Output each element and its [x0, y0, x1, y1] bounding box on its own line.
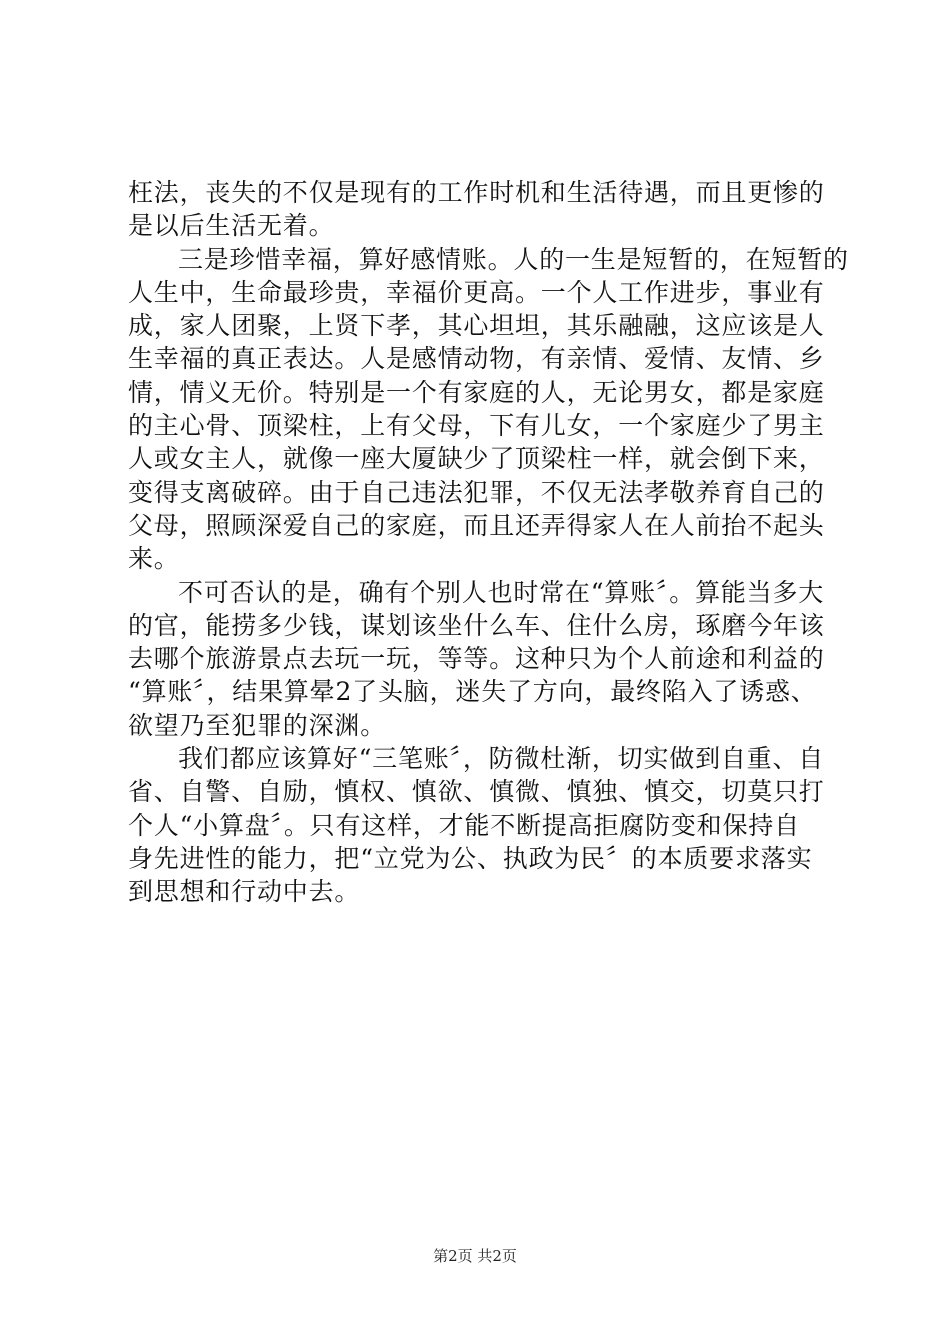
text-line: 欲望乃至犯罪的深渊。	[128, 710, 387, 740]
text-line: 人生中，生命最珍贵，幸福价更高。一个人工作进步，事业有	[128, 277, 825, 307]
text-line: 到思想和行动中去。	[128, 877, 361, 907]
text-line: 父母，照顾深爱自己的家庭，而且还弄得家人在人前抬不起头	[128, 510, 825, 540]
text-line: 个人“小算盘〞。只有这样，才能不断提高拒腐防变和保持自	[128, 810, 800, 840]
paragraph-first-line: 我们都应该算好“三笔账〞，防微杜渐，切实做到自重、自	[178, 744, 825, 774]
text-line: 枉法，丧失的不仅是现有的工作时机和生活待遇，而且更惨的	[128, 178, 825, 207]
text-line: 的官，能捞多少钱，谋划该坐什么车、住什么房，琢磨今年该	[128, 610, 825, 640]
page-footer: 第2页 共2页	[433, 1247, 517, 1265]
paragraph-first-line: 不可否认的是，确有个别人也时常在“算账〞。算能当多大	[178, 577, 825, 607]
text-line: 情，情义无价。特别是一个有家庭的人，无论男女，都是家庭	[128, 377, 825, 407]
body-text	[128, 176, 849, 909]
text-line: 人或女主人，就像一座大厦缺少了顶梁柱一样，就会倒下来，	[128, 444, 825, 474]
text-line: 生幸福的真正表达。人是感情动物，有亲情、爱情、友情、乡	[128, 344, 825, 374]
text-line: 成，家人团聚，上贤下孝，其心坦坦，其乐融融，这应该是人	[128, 311, 825, 341]
text-line: 是以后生活无着。	[128, 211, 335, 241]
paragraph-first-line: 三是珍惜幸福，算好感情账。人的一生是短暂的，在短暂的	[178, 244, 849, 274]
text-line: “算账〞，结果算晕2了头脑，迷失了方向，最终陷入了诱惑、	[128, 677, 817, 707]
text-line: 省、自警、自励，慎权、慎欲、慎微、慎独、慎交，切莫只打	[128, 777, 825, 807]
text-line: 来。	[128, 544, 180, 574]
text-line: 变得支离破碎。由于自己违法犯罪，不仅无法孝敬养育自己的	[128, 477, 825, 507]
text-line: 的主心骨、顶梁柱，上有父母，下有儿女，一个家庭少了男主	[128, 411, 825, 441]
text-line: 去哪个旅游景点去玩一玩，等等。这种只为个人前途和利益的	[128, 644, 825, 674]
text-line: 身先进性的能力，把“立党为公、执政为民〞的本质要求落实	[128, 843, 813, 873]
